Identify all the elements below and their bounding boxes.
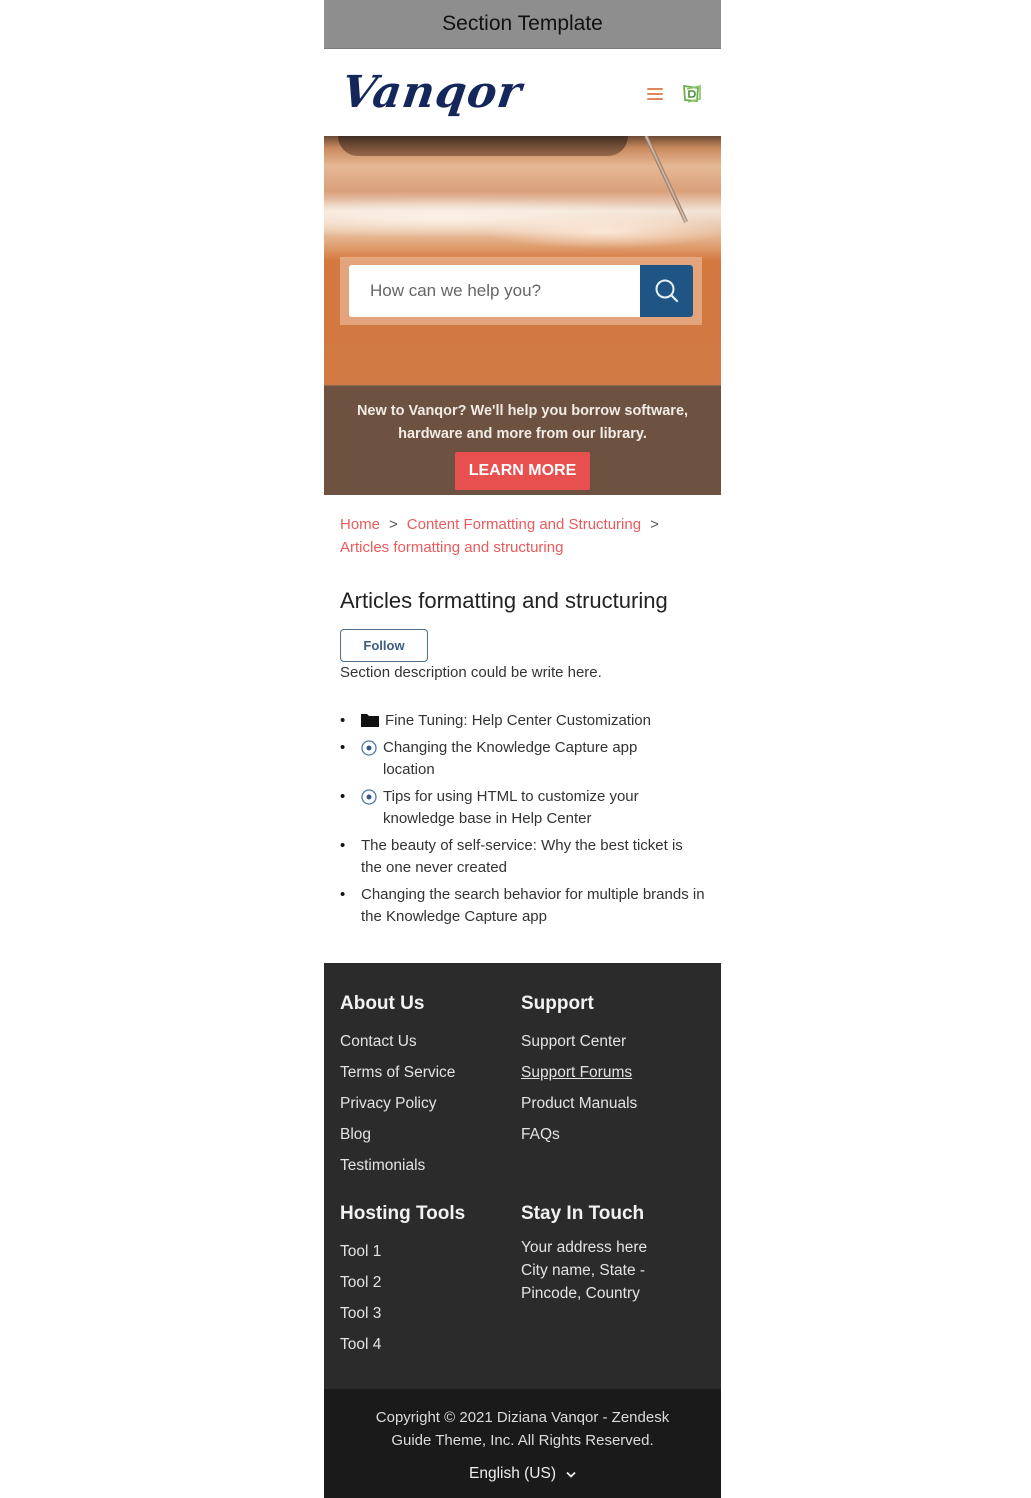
footer-link-testimonials[interactable]: Testimonials: [340, 1157, 426, 1174]
breadcrumb-separator: >: [650, 516, 659, 533]
copyright-bar: [324, 1389, 721, 1498]
address-line: Pincode, Country: [521, 1285, 640, 1302]
breadcrumb-section[interactable]: Articles formatting and structuring: [340, 539, 564, 556]
page-title: Articles formatting and structuring: [340, 588, 668, 613]
search-container: [340, 257, 702, 325]
footer-about: [340, 993, 521, 1181]
follow-button[interactable]: Follow: [340, 629, 428, 662]
list-item: [340, 786, 705, 831]
address-line: City name, State -: [521, 1262, 646, 1279]
article-link[interactable]: The beauty of self-service: Why the best ticket is the one never created: [361, 836, 683, 876]
site-footer: [324, 963, 721, 1389]
promoted-icon: [361, 789, 377, 805]
footer-link-privacy[interactable]: Privacy Policy: [340, 1095, 437, 1112]
footer-heading: Hosting Tools: [340, 1203, 466, 1224]
hero-image-cup: [338, 136, 628, 156]
footer-link-tool-2[interactable]: Tool 2: [340, 1274, 382, 1291]
footer-link-terms[interactable]: Terms of Service: [340, 1064, 456, 1081]
search-icon: [653, 277, 681, 305]
list-item: [340, 710, 705, 733]
footer-support: [521, 993, 701, 1181]
address-line: Your address here: [521, 1239, 648, 1256]
breadcrumb-separator: >: [389, 516, 398, 533]
learn-more-button[interactable]: LEARN MORE: [455, 452, 591, 490]
hero-banner: [324, 136, 721, 495]
header-icons: [647, 83, 703, 105]
article-link[interactable]: Changing the Knowledge Capture app location: [383, 738, 638, 778]
chevron-down-icon: [566, 1471, 576, 1478]
breadcrumb: [340, 513, 705, 559]
template-label-bar: [324, 0, 721, 49]
copyright-text: Copyright © 2021 Diziana Vanqor - Zendesk Guide Theme, Inc. All Rights Reserved.: [375, 1409, 670, 1449]
promo-banner: [324, 385, 721, 495]
language-selector[interactable]: [469, 1465, 576, 1483]
list-item: [340, 737, 705, 782]
section-description: Section description could be write here.: [340, 664, 602, 681]
main-content: [324, 495, 721, 929]
footer-heading: Support: [521, 993, 594, 1014]
article-list: [340, 710, 705, 929]
footer-link-tool-3[interactable]: Tool 3: [340, 1305, 382, 1322]
footer-contact: [521, 1203, 701, 1360]
sign-in-icon[interactable]: [681, 83, 703, 105]
footer-columns: [340, 993, 705, 1360]
search-input[interactable]: [349, 265, 640, 317]
article-link[interactable]: Fine Tuning: Help Center Customization: [385, 712, 651, 729]
promo-text: New to Vanqor? We'll help you borrow software, hardware and more from our library.: [356, 403, 689, 442]
list-item: [340, 884, 705, 929]
page-frame: [324, 0, 721, 1498]
search-button[interactable]: [640, 265, 693, 317]
footer-link-tool-1[interactable]: Tool 1: [340, 1243, 382, 1260]
footer-heading: About Us: [340, 993, 425, 1014]
article-link[interactable]: Tips for using HTML to customize your knowledge base in Help Center: [383, 787, 639, 827]
footer-link-product-manuals[interactable]: Product Manuals: [521, 1095, 638, 1112]
breadcrumb-category[interactable]: Content Formatting and Structuring: [406, 516, 642, 533]
folder-icon: [361, 713, 379, 727]
breadcrumb-home[interactable]: Home: [340, 516, 381, 533]
footer-hosting: [340, 1203, 521, 1360]
footer-heading: Stay In Touch: [521, 1203, 645, 1224]
list-item: [340, 835, 705, 880]
footer-link-blog[interactable]: Blog: [340, 1126, 372, 1143]
language-label: English (US): [469, 1465, 556, 1482]
footer-link-contact-us[interactable]: Contact Us: [340, 1033, 417, 1050]
footer-link-tool-4[interactable]: Tool 4: [340, 1336, 382, 1353]
footer-link-faqs[interactable]: FAQs: [521, 1126, 560, 1143]
site-header: [324, 49, 721, 136]
hamburger-icon[interactable]: [647, 88, 663, 100]
search-form: [349, 265, 693, 317]
footer-link-support-forums[interactable]: Support Forums: [521, 1064, 633, 1081]
footer-link-support-center[interactable]: Support Center: [521, 1033, 627, 1050]
logo[interactable]: Vanqor: [338, 67, 526, 118]
promoted-icon: [361, 740, 377, 756]
template-label: Section Template: [442, 12, 603, 35]
article-link[interactable]: Changing the search behavior for multiple brands in the Knowledge Capture app: [361, 885, 705, 925]
